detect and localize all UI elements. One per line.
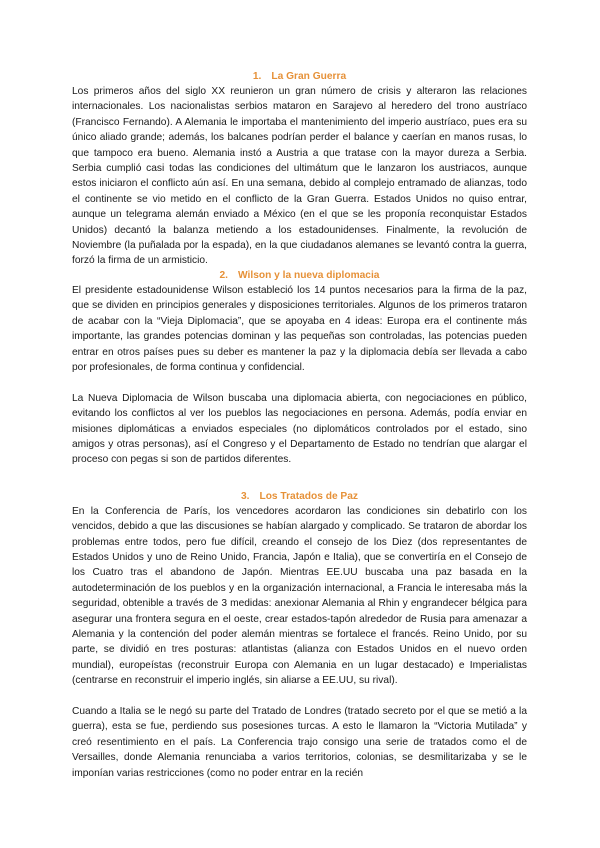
paragraph: La Nueva Diplomacia de Wilson buscaba una diplomacia abierta, con negociaciones en público, evitando los conflictos al ver los pueblos las negociaciones en persona. Además, podía enviar en misiones diplomáticas a enviados especiales (no diplomáticos controlados por el estado, sino amigos y otras personas), así el Congreso y el Departamento de Estado no tendrían que alargar el proceso con pegas si son de partidos diferentes. — [72, 392, 527, 466]
section-heading-la-gran-guerra — [72, 70, 527, 84]
section-number: 2. — [219, 269, 229, 281]
section-number: 1. — [252, 71, 262, 82]
paragraph-spacer — [72, 375, 527, 390]
paragraph: Cuando a Italia se le negó su parte del Tratado de Londres (tratado secreto por el que se metió a la guerra), esta se fue, perdiendo sus posesiones turcas. A esto le llamaron la “Victoria Mutilada” y creó resentimiento en el país. La Conferencia trajo consigo una serie de tratados como el de Versailles, donde Alemania renunciaba a varios territorios, colonias, se desmilitarizaba y se le imponían varias restricciones (como no poder entrar en la recién — [72, 706, 527, 779]
paragraph: El presidente estadounidense Wilson estableció los 14 puntos necesarios para la firma de la paz, que se dividen en principios generales y disposiciones territoriales. Algunos de los primeros trataron de acabar con la “Vieja Diplomacia”, que se apoyaba en 4 ideas: Europa era el continente más importante, las grandes potencias dominan y las pequeñas son controladas, las potencias pueden entrar en otros países pues su deber es mantener la paz y la diplomacia debía ser llevada a cabo por profesionales, de forma continua y confidencial. — [72, 284, 527, 373]
paragraph: En la Conferencia de París, los vencedores acordaron las condiciones sin debatirlo con los vencidos, debido a que las discusiones se habían alargado y complicado. Se trataron de abordar los problemas entre todos, pero fue difícil, creando el consejo de los Diez (dos representantes de Estados Unidos y uno de Reino Unido, Francia, Japón e Italia), que se convertiría en el Consejo de los Cuatro tras el abandono de Japón. Mientras EE.UU buscaba una paz basada en la autodeterminación de los pueblos y en la organización internacional, a Francia le interesaba más la seguridad, obtenible a través de 3 medidas: anexionar Alemania al Rhin y engrandecer bélgica para asegurar una frontera segura en el oeste, crear estados-tapón alrededor de Rusia para amenazar a Alemania y la contención del poder alemán mientras se fortalece el francés. Reino Unido, por su parte, se dividió en tres posturas: atlantistas (alianza con Estados Unidos en el nuevo orden mundial), europeístas (reconstruir Europa con Alemania en un lugar destacado) e Imperialistas (centrarse en reconstruir el imperio inglés, sin aliarse a EE.UU, su rival). — [72, 505, 527, 687]
section-spacer — [72, 468, 527, 490]
paragraph: Los primeros años del siglo XX reunieron un gran número de crisis y alteraron las relaciones internacionales. Los nacionalistas serbios mataron en Sarajevo al heredero del trono austríaco (Francisco Fernando). A Alemania le importaba el mantenimiento del imperio austríaco, pues era su único aliado grande; además, los balcanes podrían perder el balance y caerían en manos rusas, lo que tampoco era bueno. Alemania instó a Austria a que tratase con la mayor dureza a Serbia. Serbia cumplió casi todas las condiciones del ultimátum que le lanzaron los austriacos, aunque estos iniciaron el conflicto aún así. En una semana, debido al complejo entramado de alianzas, todo el continente se vio metido en el conflicto de la Gran Guerra. Estados Unidos no quiso entrar, aunque un telegrama alemán enviado a México (en el que se les proponía reconquistar Estados Unidos) decantó la balanza metiendo a los estadounidenses. Finalmente, la revolución de Noviembre (la puñalada por la espada), en la que ciudadanos alemanes se levantó contra la guerra, forzó la firma de un armisticio. — [72, 86, 527, 267]
section-number: 3. — [240, 490, 250, 502]
section-heading-tratados-de-paz — [72, 490, 527, 504]
section-heading-wilson — [72, 269, 527, 283]
section-title: Wilson y la nueva diplomacia — [238, 269, 380, 281]
section-title: Los Tratados de Paz — [259, 490, 358, 502]
section-title: La Gran Guerra — [271, 71, 347, 82]
paragraph-spacer — [72, 689, 527, 704]
document-page — [72, 70, 527, 781]
